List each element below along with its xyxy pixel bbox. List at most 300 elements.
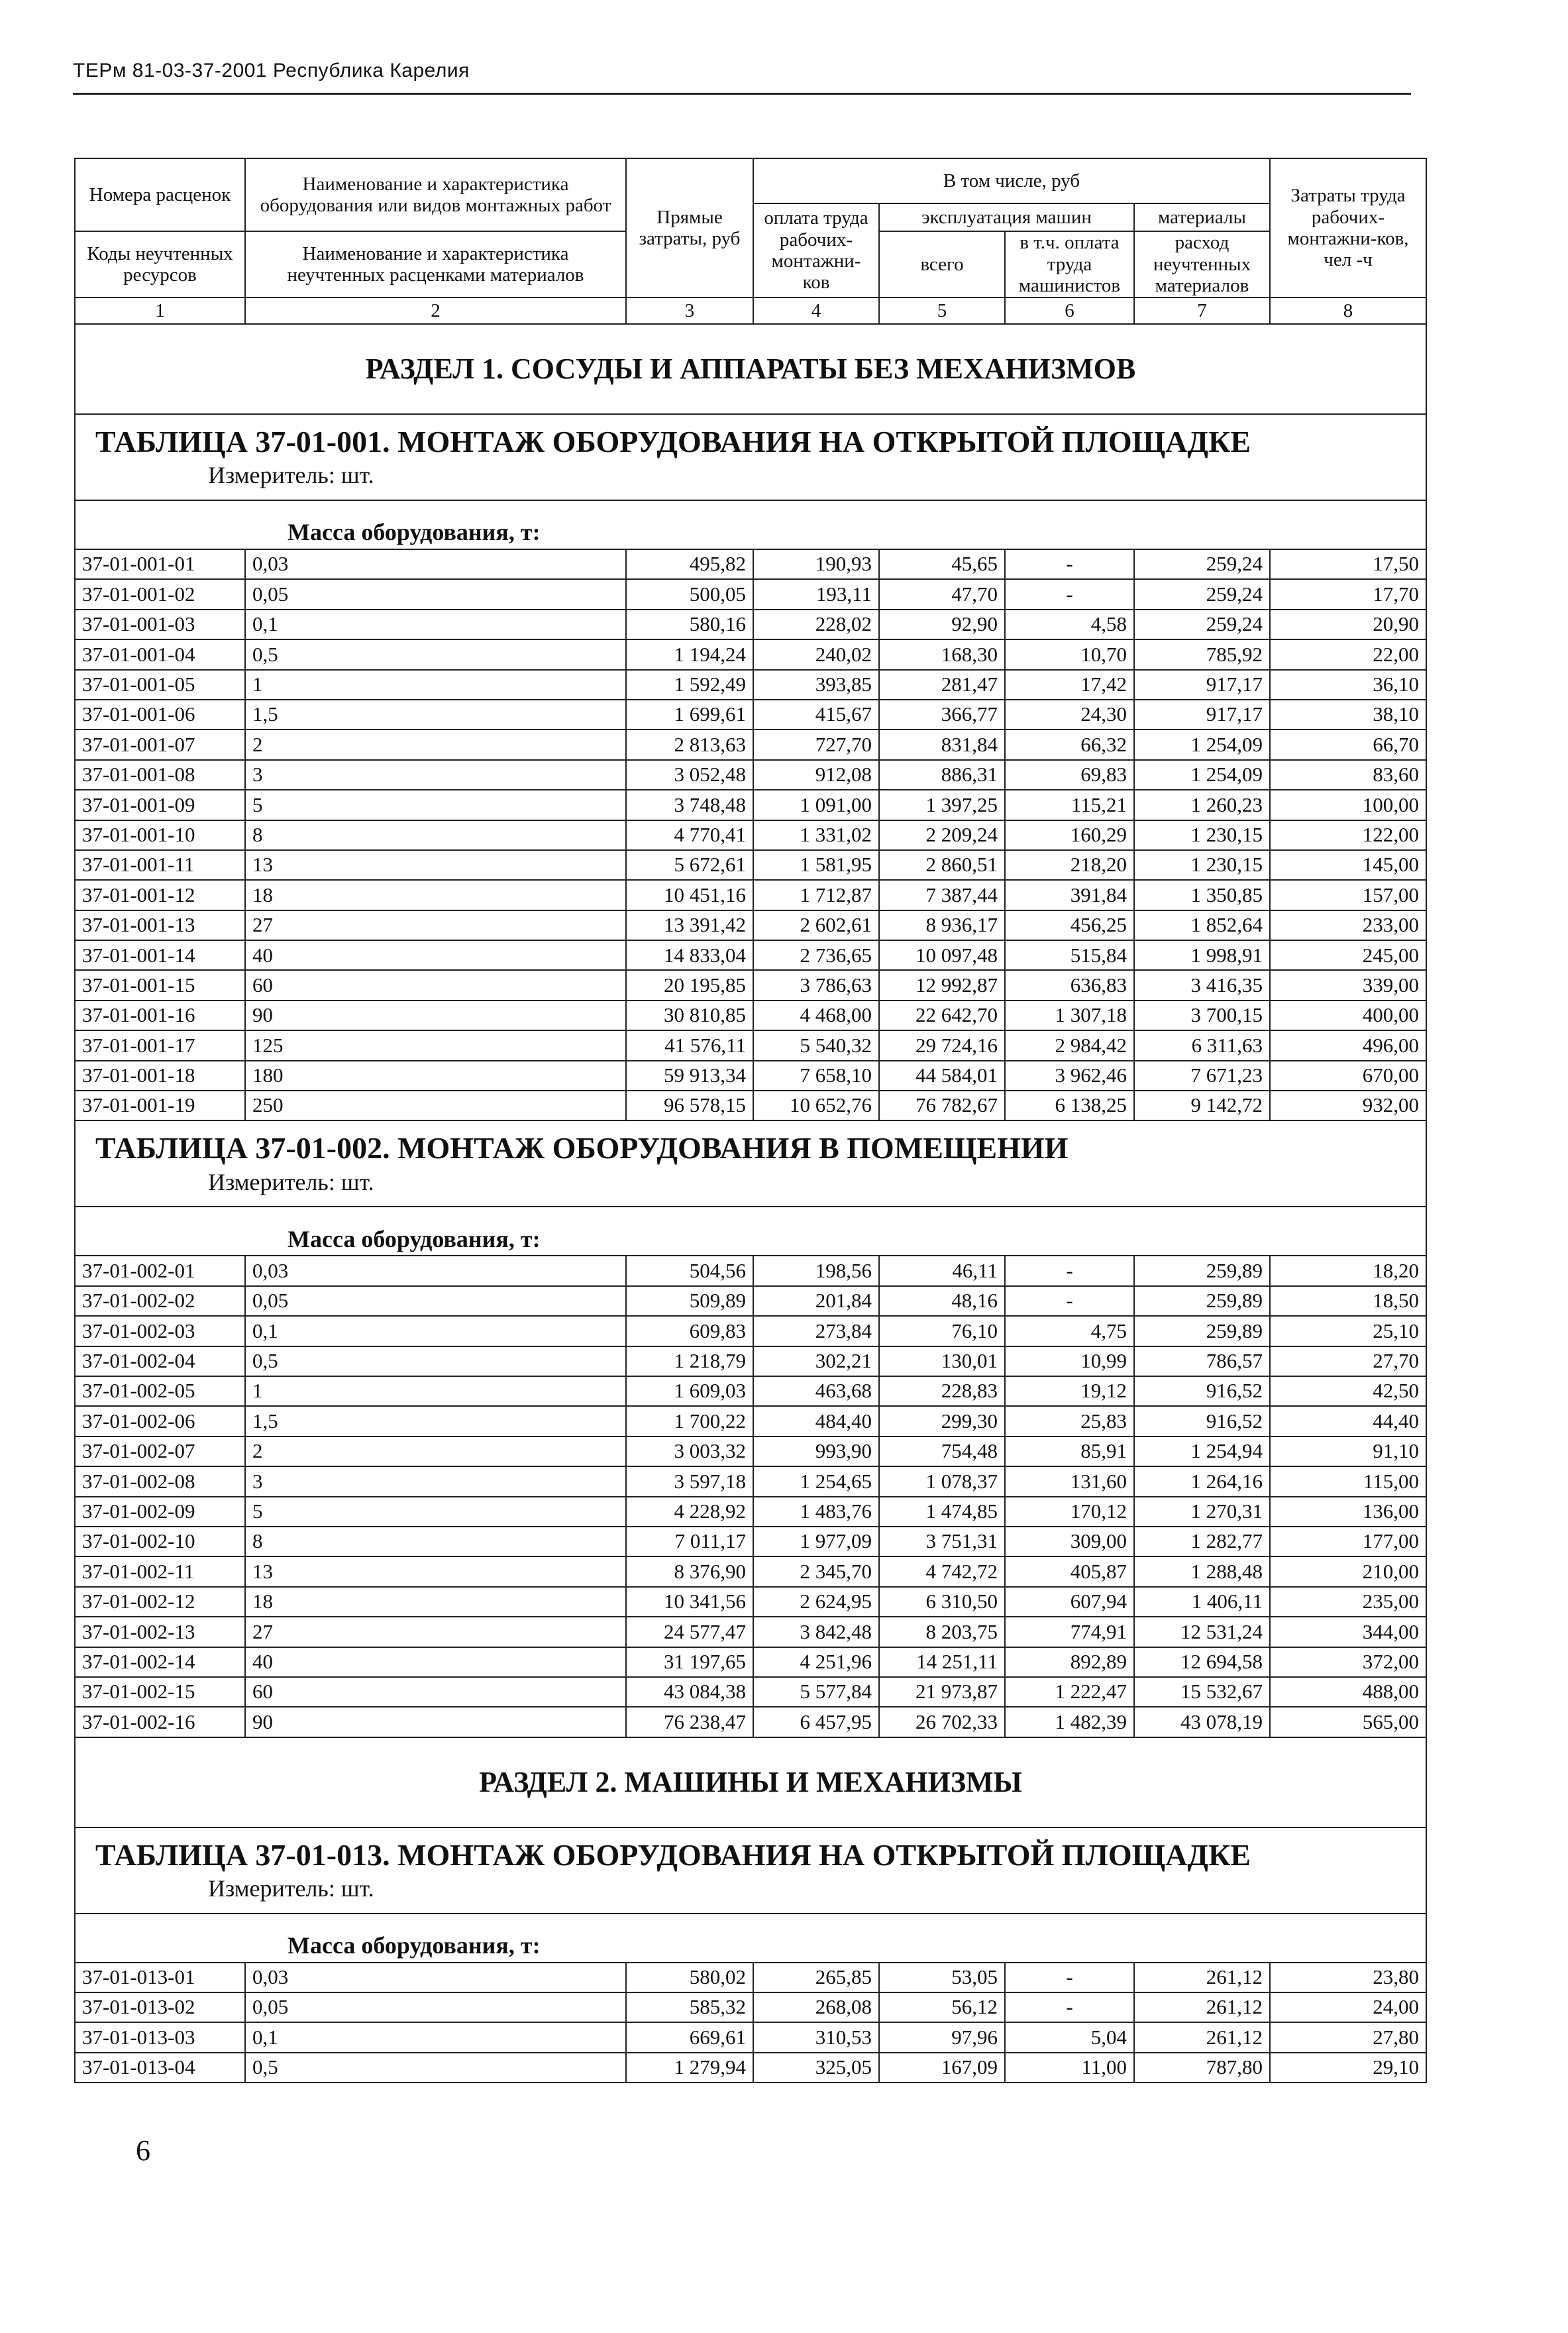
direct-costs-cell: 7 011,17	[626, 1527, 753, 1556]
operators-pay-cell: 66,32	[1005, 730, 1134, 759]
labor-pay-cell: 1 091,00	[753, 790, 879, 820]
rate-code-cell: 37-01-001-19	[75, 1091, 245, 1120]
labor-pay-cell: 993,90	[753, 1437, 879, 1466]
table-row	[75, 1316, 1426, 1346]
table-title-row	[75, 1827, 1426, 1914]
materials-cell: 1 998,91	[1134, 940, 1270, 970]
mass-cell: 90	[245, 1001, 626, 1030]
table-row	[75, 1091, 1426, 1120]
labor-hours-cell: 177,00	[1270, 1527, 1426, 1556]
column-number: 4	[753, 298, 879, 324]
direct-costs-cell: 4 228,92	[626, 1497, 753, 1527]
labor-hours-cell: 36,10	[1270, 670, 1426, 700]
machines-total-cell: 48,16	[879, 1286, 1005, 1316]
table-row	[75, 1587, 1426, 1617]
labor-hours-cell: 233,00	[1270, 910, 1426, 940]
rate-code-cell: 37-01-001-11	[75, 850, 245, 880]
operators-pay-cell: 6 138,25	[1005, 1091, 1134, 1120]
labor-hours-cell: 17,50	[1270, 549, 1426, 579]
operators-pay-cell: 85,91	[1005, 1437, 1134, 1466]
col-codes-header: Номера расценок	[75, 158, 245, 231]
direct-costs-cell: 1 609,03	[626, 1376, 753, 1406]
machines-total-cell: 886,31	[879, 760, 1005, 790]
machines-total-cell: 76,10	[879, 1316, 1005, 1346]
machines-total-cell: 4 742,72	[879, 1556, 1005, 1586]
mass-cell: 60	[245, 1677, 626, 1707]
table-row	[75, 1647, 1426, 1677]
machines-total-cell: 1 397,25	[879, 790, 1005, 820]
mass-cell: 2	[245, 1437, 626, 1466]
machines-header: эксплуатация машин	[879, 203, 1134, 231]
table-row	[75, 700, 1426, 730]
machines-total-cell: 366,77	[879, 700, 1005, 730]
materials-cell: 261,12	[1134, 1992, 1270, 2022]
labor-hours-cell: 344,00	[1270, 1617, 1426, 1647]
rates-table	[74, 158, 1427, 2083]
materials-cell: 43 078,19	[1134, 1707, 1270, 1737]
labor-hours-cell: 44,40	[1270, 1406, 1426, 1436]
column-numbers-row	[75, 298, 1426, 324]
table-row	[75, 1677, 1426, 1707]
table-row	[75, 940, 1426, 970]
labor-pay-cell: 727,70	[753, 730, 879, 759]
labor-hours-cell: 210,00	[1270, 1556, 1426, 1586]
materials-cell: 259,89	[1134, 1286, 1270, 1316]
table-row	[75, 639, 1426, 669]
table-row	[75, 610, 1426, 639]
rate-code-cell: 37-01-001-14	[75, 940, 245, 970]
materials-cell: 917,17	[1134, 700, 1270, 730]
rate-code-cell: 37-01-001-01	[75, 549, 245, 579]
direct-costs-cell: 5 672,61	[626, 850, 753, 880]
operators-pay-cell: 309,00	[1005, 1527, 1134, 1556]
mass-cell: 18	[245, 880, 626, 910]
operators-pay-cell: 19,12	[1005, 1376, 1134, 1406]
materials-cell: 1 230,15	[1134, 850, 1270, 880]
table-title: ТАБЛИЦА 37-01-013. МОНТАЖ ОБОРУДОВАНИЯ НА ОТКРЫТОЙ ПЛОЩАДКЕ	[95, 1837, 1251, 1872]
column-number: 7	[1134, 298, 1270, 324]
materials-cell: 1 254,09	[1134, 730, 1270, 759]
table-row	[75, 1617, 1426, 1647]
direct-costs-cell: 669,61	[626, 2022, 753, 2052]
labor-pay-cell: 228,02	[753, 610, 879, 639]
rate-code-cell: 37-01-001-06	[75, 700, 245, 730]
labor-pay-cell: 4 468,00	[753, 1001, 879, 1030]
labor-hours-cell: 23,80	[1270, 1963, 1426, 1992]
direct-costs-cell: 1 592,49	[626, 670, 753, 700]
labor-pay-cell: 4 251,96	[753, 1647, 879, 1677]
table-rows	[75, 1963, 1426, 2083]
rate-code-cell: 37-01-001-15	[75, 970, 245, 1000]
materials-cell: 1 254,09	[1134, 760, 1270, 790]
labor-pay-cell: 2 602,61	[753, 910, 879, 940]
mass-cell: 60	[245, 970, 626, 1000]
machines-total-cell: 47,70	[879, 579, 1005, 609]
col-operators-pay-header: в т.ч. оплата труда машинистов	[1005, 231, 1134, 298]
operators-pay-cell: 4,58	[1005, 610, 1134, 639]
labor-pay-cell: 912,08	[753, 760, 879, 790]
rate-code-cell: 37-01-013-01	[75, 1963, 245, 1992]
materials-cell: 786,57	[1134, 1346, 1270, 1376]
labor-pay-cell: 268,08	[753, 1992, 879, 2022]
mass-cell: 125	[245, 1030, 626, 1060]
mass-cell: 8	[245, 1527, 626, 1556]
mass-cell: 27	[245, 1617, 626, 1647]
labor-hours-cell: 670,00	[1270, 1061, 1426, 1091]
operators-pay-cell: 131,60	[1005, 1466, 1134, 1496]
rate-code-cell: 37-01-002-11	[75, 1556, 245, 1586]
document-header: ТЕРм 81-03-37-2001 Республика Карелия	[73, 60, 470, 81]
mass-cell: 1,5	[245, 1406, 626, 1436]
rate-code-cell: 37-01-002-04	[75, 1346, 245, 1376]
materials-cell: 3 700,15	[1134, 1001, 1270, 1030]
mass-cell: 2	[245, 730, 626, 759]
labor-pay-cell: 2 345,70	[753, 1556, 879, 1586]
mass-cell: 3	[245, 1466, 626, 1496]
labor-pay-cell: 1 977,09	[753, 1527, 879, 1556]
machines-total-cell: 3 751,31	[879, 1527, 1005, 1556]
direct-costs-cell: 30 810,85	[626, 1001, 753, 1030]
column-number: 6	[1005, 298, 1134, 324]
materials-cell: 1 270,31	[1134, 1497, 1270, 1527]
table-block	[75, 1827, 1426, 1963]
rate-code-cell: 37-01-013-03	[75, 2022, 245, 2052]
machines-total-cell: 168,30	[879, 639, 1005, 669]
materials-cell: 15 532,67	[1134, 1677, 1270, 1707]
rate-code-cell: 37-01-002-14	[75, 1647, 245, 1677]
table-block	[75, 1120, 1426, 1256]
machines-total-cell: 1 078,37	[879, 1466, 1005, 1496]
machines-total-cell: 29 724,16	[879, 1030, 1005, 1060]
labor-pay-cell: 7 658,10	[753, 1061, 879, 1091]
mass-label: Масса оборудования, т:	[287, 519, 541, 546]
labor-hours-cell: 27,70	[1270, 1346, 1426, 1376]
table-row	[75, 1437, 1426, 1466]
column-number: 1	[75, 298, 245, 324]
mass-cell: 1,5	[245, 700, 626, 730]
machines-total-cell: 76 782,67	[879, 1091, 1005, 1120]
rate-code-cell: 37-01-001-03	[75, 610, 245, 639]
machines-total-cell: 7 387,44	[879, 880, 1005, 910]
operators-pay-cell: 11,00	[1005, 2053, 1134, 2083]
table-row	[75, 730, 1426, 759]
direct-costs-cell: 59 913,34	[626, 1061, 753, 1091]
mass-label: Масса оборудования, т:	[287, 1931, 541, 1959]
direct-costs-cell: 1 279,94	[626, 2053, 753, 2083]
direct-costs-cell: 3 597,18	[626, 1466, 753, 1496]
operators-pay-cell: 160,29	[1005, 820, 1134, 850]
materials-cell: 1 260,23	[1134, 790, 1270, 820]
machines-total-cell: 45,65	[879, 549, 1005, 579]
rate-code-cell: 37-01-001-09	[75, 790, 245, 820]
column-number: 8	[1270, 298, 1426, 324]
header-rule	[73, 93, 1411, 95]
mass-cell: 0,5	[245, 2053, 626, 2083]
rate-code-cell: 37-01-002-03	[75, 1316, 245, 1346]
machines-total-cell: 228,83	[879, 1376, 1005, 1406]
direct-costs-cell: 509,89	[626, 1286, 753, 1316]
table-row	[75, 850, 1426, 880]
direct-costs-cell: 14 833,04	[626, 940, 753, 970]
table-row	[75, 579, 1426, 609]
labor-hours-cell: 18,50	[1270, 1286, 1426, 1316]
labor-pay-cell: 325,05	[753, 2053, 879, 2083]
materials-header: материалы	[1134, 203, 1270, 231]
mass-cell: 27	[245, 910, 626, 940]
table-row	[75, 1527, 1426, 1556]
direct-costs-cell: 504,56	[626, 1256, 753, 1285]
materials-cell: 1 288,48	[1134, 1556, 1270, 1586]
labor-hours-cell: 245,00	[1270, 940, 1426, 970]
materials-cell: 785,92	[1134, 639, 1270, 669]
rate-code-cell: 37-01-013-02	[75, 1992, 245, 2022]
direct-costs-cell: 41 576,11	[626, 1030, 753, 1060]
labor-hours-cell: 38,10	[1270, 700, 1426, 730]
machines-total-cell: 10 097,48	[879, 940, 1005, 970]
direct-costs-cell: 10 451,16	[626, 880, 753, 910]
operators-pay-cell: 636,83	[1005, 970, 1134, 1000]
section-row	[75, 324, 1426, 414]
materials-cell: 916,52	[1134, 1406, 1270, 1436]
mass-header-row	[75, 500, 1426, 549]
operators-pay-cell: 218,20	[1005, 850, 1134, 880]
direct-costs-cell: 8 376,90	[626, 1556, 753, 1586]
col-labor-pay-header: оплата труда рабочих-монтажни-ков	[753, 203, 879, 298]
materials-cell: 1 230,15	[1134, 820, 1270, 850]
machines-total-cell: 130,01	[879, 1346, 1005, 1376]
labor-hours-cell: 136,00	[1270, 1497, 1426, 1527]
mass-cell: 0,03	[245, 1963, 626, 1992]
labor-hours-cell: 372,00	[1270, 1647, 1426, 1677]
table-row	[75, 790, 1426, 820]
direct-costs-cell: 585,32	[626, 1992, 753, 2022]
labor-pay-cell: 463,68	[753, 1376, 879, 1406]
rate-code-cell: 37-01-002-15	[75, 1677, 245, 1707]
operators-pay-cell: 170,12	[1005, 1497, 1134, 1527]
mass-cell: 0,1	[245, 610, 626, 639]
direct-costs-cell: 580,02	[626, 1963, 753, 1992]
operators-pay-cell: 405,87	[1005, 1556, 1134, 1586]
direct-costs-cell: 4 770,41	[626, 820, 753, 850]
direct-costs-cell: 3 003,32	[626, 1437, 753, 1466]
col-labor-hours-header: Затраты труда рабочих-монтажни-ков, чел -ч	[1270, 158, 1426, 298]
machines-total-cell: 14 251,11	[879, 1647, 1005, 1677]
operators-pay-cell: 24,30	[1005, 700, 1134, 730]
operators-pay-cell: -	[1005, 549, 1134, 579]
table-row	[75, 2053, 1426, 2083]
materials-cell: 1 282,77	[1134, 1527, 1270, 1556]
including-header: В том числе, руб	[753, 158, 1270, 203]
materials-cell: 6 311,63	[1134, 1030, 1270, 1060]
column-number: 3	[626, 298, 753, 324]
mass-header-row	[75, 1207, 1426, 1256]
labor-pay-cell: 1 254,65	[753, 1466, 879, 1496]
direct-costs-cell: 20 195,85	[626, 970, 753, 1000]
table-title-row	[75, 1120, 1426, 1207]
machines-total-cell: 281,47	[879, 670, 1005, 700]
direct-costs-cell: 31 197,65	[626, 1647, 753, 1677]
labor-hours-cell: 20,90	[1270, 610, 1426, 639]
operators-pay-cell: -	[1005, 579, 1134, 609]
table-title: ТАБЛИЦА 37-01-002. МОНТАЖ ОБОРУДОВАНИЯ В ПОМЕЩЕНИИ	[95, 1131, 1069, 1166]
materials-cell: 3 416,35	[1134, 970, 1270, 1000]
rate-code-cell: 37-01-001-18	[75, 1061, 245, 1091]
rate-code-cell: 37-01-013-04	[75, 2053, 245, 2083]
labor-hours-cell: 27,80	[1270, 2022, 1426, 2052]
rate-code-cell: 37-01-002-05	[75, 1376, 245, 1406]
rate-code-cell: 37-01-002-01	[75, 1256, 245, 1285]
operators-pay-cell: 69,83	[1005, 760, 1134, 790]
labor-hours-cell: 18,20	[1270, 1256, 1426, 1285]
table-header	[75, 158, 1426, 298]
direct-costs-cell: 3 052,48	[626, 760, 753, 790]
labor-pay-cell: 201,84	[753, 1286, 879, 1316]
rate-code-cell: 37-01-001-02	[75, 579, 245, 609]
mass-cell: 0,05	[245, 1286, 626, 1316]
labor-pay-cell: 6 457,95	[753, 1707, 879, 1737]
labor-pay-cell: 3 842,48	[753, 1617, 879, 1647]
mass-label: Масса оборудования, т:	[287, 1225, 541, 1252]
operators-pay-cell: 17,42	[1005, 670, 1134, 700]
rate-code-cell: 37-01-001-12	[75, 880, 245, 910]
measure-label: Измеритель: шт.	[208, 1874, 374, 1902]
labor-pay-cell: 393,85	[753, 670, 879, 700]
rate-code-cell: 37-01-001-13	[75, 910, 245, 940]
mass-header-row	[75, 1914, 1426, 1963]
table-row	[75, 760, 1426, 790]
rate-code-cell: 37-01-002-07	[75, 1437, 245, 1466]
mass-cell: 0,05	[245, 1992, 626, 2022]
table-row	[75, 1286, 1426, 1316]
labor-hours-cell: 17,70	[1270, 579, 1426, 609]
labor-pay-cell: 1 483,76	[753, 1497, 879, 1527]
mass-cell: 0,1	[245, 2022, 626, 2052]
materials-cell: 1 406,11	[1134, 1587, 1270, 1617]
col-materials-usage-header: расход неучтенных материалов	[1134, 231, 1270, 298]
mass-cell: 40	[245, 1647, 626, 1677]
rate-code-cell: 37-01-002-08	[75, 1466, 245, 1496]
operators-pay-cell: -	[1005, 1256, 1134, 1285]
table-row	[75, 1346, 1426, 1376]
operators-pay-cell: 774,91	[1005, 1617, 1134, 1647]
mass-cell: 40	[245, 940, 626, 970]
direct-costs-cell: 500,05	[626, 579, 753, 609]
labor-pay-cell: 2 624,95	[753, 1587, 879, 1617]
labor-pay-cell: 302,21	[753, 1346, 879, 1376]
labor-hours-cell: 339,00	[1270, 970, 1426, 1000]
operators-pay-cell: 1 482,39	[1005, 1707, 1134, 1737]
labor-hours-cell: 24,00	[1270, 1992, 1426, 2022]
measure-label: Измеритель: шт.	[208, 1168, 374, 1195]
mass-cell: 0,5	[245, 1346, 626, 1376]
table-row	[75, 820, 1426, 850]
table-row	[75, 1497, 1426, 1527]
materials-cell: 1 254,94	[1134, 1437, 1270, 1466]
labor-pay-cell: 415,67	[753, 700, 879, 730]
machines-total-cell: 1 474,85	[879, 1497, 1005, 1527]
machines-total-cell: 8 203,75	[879, 1617, 1005, 1647]
rate-code-cell: 37-01-002-10	[75, 1527, 245, 1556]
labor-hours-cell: 932,00	[1270, 1091, 1426, 1120]
labor-pay-cell: 310,53	[753, 2022, 879, 2052]
machines-total-cell: 831,84	[879, 730, 1005, 759]
labor-hours-cell: 83,60	[1270, 760, 1426, 790]
operators-pay-cell: -	[1005, 1286, 1134, 1316]
table-row	[75, 1556, 1426, 1586]
table-row	[75, 910, 1426, 940]
rate-code-cell: 37-01-002-09	[75, 1497, 245, 1527]
direct-costs-cell: 580,16	[626, 610, 753, 639]
mass-cell: 5	[245, 790, 626, 820]
rate-code-cell: 37-01-001-17	[75, 1030, 245, 1060]
mass-cell: 13	[245, 850, 626, 880]
operators-pay-cell: 3 962,46	[1005, 1061, 1134, 1091]
section-title: РАЗДЕЛ 2. МАШИНЫ И МЕХАНИЗМЫ	[75, 1737, 1426, 1827]
materials-cell: 1 852,64	[1134, 910, 1270, 940]
rate-code-cell: 37-01-001-04	[75, 639, 245, 669]
operators-pay-cell: 2 984,42	[1005, 1030, 1134, 1060]
table-row	[75, 1466, 1426, 1496]
rate-code-cell: 37-01-001-10	[75, 820, 245, 850]
labor-hours-cell: 22,00	[1270, 639, 1426, 669]
mass-cell: 13	[245, 1556, 626, 1586]
operators-pay-cell: 115,21	[1005, 790, 1134, 820]
table-rows	[75, 549, 1426, 1120]
labor-hours-cell: 235,00	[1270, 1587, 1426, 1617]
page-number: 6	[136, 2134, 150, 2167]
table-row	[75, 1001, 1426, 1030]
materials-cell: 787,80	[1134, 2053, 1270, 2083]
direct-costs-cell: 24 577,47	[626, 1617, 753, 1647]
col-resource-codes-header: Коды неучтенных ресурсов	[75, 231, 245, 298]
col-name-header: Наименование и характеристика оборудования или видов монтажных работ	[245, 158, 626, 231]
table-row	[75, 2022, 1426, 2052]
machines-total-cell: 12 992,87	[879, 970, 1005, 1000]
materials-cell: 259,89	[1134, 1256, 1270, 1285]
materials-cell: 917,17	[1134, 670, 1270, 700]
machines-total-cell: 8 936,17	[879, 910, 1005, 940]
direct-costs-cell: 609,83	[626, 1316, 753, 1346]
machines-total-cell: 167,09	[879, 2053, 1005, 2083]
machines-total-cell: 97,96	[879, 2022, 1005, 2052]
machines-total-cell: 299,30	[879, 1406, 1005, 1436]
rate-code-cell: 37-01-001-05	[75, 670, 245, 700]
direct-costs-cell: 10 341,56	[626, 1587, 753, 1617]
table-row	[75, 1061, 1426, 1091]
direct-costs-cell: 495,82	[626, 549, 753, 579]
rate-code-cell: 37-01-001-08	[75, 760, 245, 790]
operators-pay-cell: 10,99	[1005, 1346, 1134, 1376]
materials-cell: 12 694,58	[1134, 1647, 1270, 1677]
table-title-row	[75, 414, 1426, 500]
measure-label: Измеритель: шт.	[208, 462, 374, 489]
table-row	[75, 670, 1426, 700]
mass-cell: 0,1	[245, 1316, 626, 1346]
table-row	[75, 880, 1426, 910]
direct-costs-cell: 1 218,79	[626, 1346, 753, 1376]
materials-cell: 259,24	[1134, 610, 1270, 639]
direct-costs-cell: 1 194,24	[626, 639, 753, 669]
table-row	[75, 1963, 1426, 1992]
direct-costs-cell: 2 813,63	[626, 730, 753, 759]
labor-pay-cell: 193,11	[753, 579, 879, 609]
direct-costs-cell: 96 578,15	[626, 1091, 753, 1120]
operators-pay-cell: 892,89	[1005, 1647, 1134, 1677]
col-materials-name-header: Наименование и характеристика неучтенных расценками материалов	[245, 231, 626, 298]
machines-total-cell: 56,12	[879, 1992, 1005, 2022]
section-row	[75, 1737, 1426, 1827]
mass-cell: 8	[245, 820, 626, 850]
